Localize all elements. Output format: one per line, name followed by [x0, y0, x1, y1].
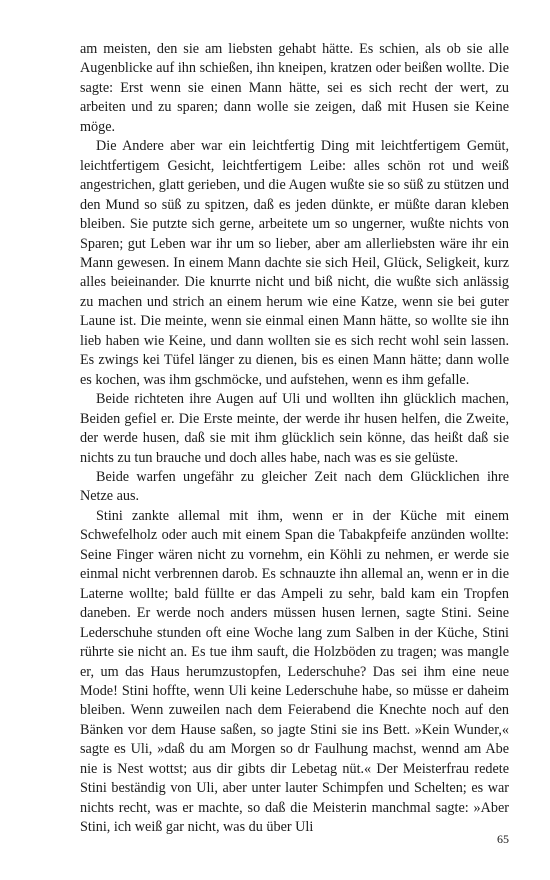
body-text [80, 40, 509, 838]
page-number: 65 [497, 832, 509, 846]
paragraph-1: am meisten, den sie am liebsten gehabt hätte. Es schien, als ob sie alle Augenblicke auf ihn schießen, ihn kneipen, kratzen oder beißen wollte. Die sagte: Erst wenn sie einen Mann hätte, sei es sich recht der wert, zu arbeiten und zu sparen; dann wolle sie zeigen, daß mit Husen sie Keine möge. [80, 41, 509, 135]
paragraph-2: Die Andere aber war ein leichtfertig Ding mit leichtfertigem Gemüt, leichtfertigem Gesicht, leichtfertigem Leibe: alles schön rot und weiß angestrichen, glatt gerieben, und die Augen wußte sie so süß zu stützen und den Mund so süß zu spitzen, daß es jeden dünkte, er müßte daran kleben bleiben. Sie putzte sich gerne, arbeitete um so ungerner, wußte nichts von Sparen; gut Leben war ihr um so lieber, aber am allerliebsten wäre ihr ein Mann gewesen. In einem Mann dachte sie sich Heil, Glück, Seligkeit, kurz alles beieinander. Die knurrte nicht und biß nicht, die wußte sich anlässig zu machen und strich an einem herum wie eine Katze, wenn sie bei guter Laune ist. Die meinte, wenn sie einmal einen Mann hätte, so wollte sie ihn lieb haben wie Keine, und dann wollten sie es sich recht wohl sein lassen. Es zwings kei Tüfel länger zu dienen, bis es einen Mann hätte; dann wolle es kochen, was ihm gschmöcke, und aufstehen, wenn es ihm gefalle. [80, 138, 509, 388]
paragraph-3: Beide richteten ihre Augen auf Uli und wollten ihn glücklich machen, Beiden gefiel er. Die Erste meinte, der werde ihr husen helfen, die Zweite, der werde husen, daß sie mit ihm glücklich sein könne, das heißt daß sie nichts zu tun brauche und doch alles habe, nach was es sie gelüste. [80, 391, 509, 466]
paragraph-5: Stini zankte allemal mit ihm, wenn er in der Küche mit einem Schwefelholz oder auch mit einem Span die Tabakpfeife anzünden wollte: Seine Finger wären nicht zu vornehm, ein Köhli zu nehmen, er werde sie einmal nicht verbrennen darob. Es schnauzte ihn allemal an, wenn er in die Laterne wollte; bald füllte er das Ampeli zu sehr, bald kam ein Tropfen daneben. Er werde noch anders müssen husen lernen, sagte Stini. Seine Lederschuhe stunden oft eine Woche lang zum Salben in der Küche, Stini rührte sie nicht an. Es tue ihm sauft, die Holzböden zu tragen; was mangle er, um das Haus herumzustopfen, Lederschuhe? Das sei ihm eine neue Mode! Stini hoffte, wenn Uli keine Lederschuhe habe, so müsse er daheim bleiben. Wenn zuweilen nach dem Feierabend die Knechte noch auf den Bänken vor dem Hause saßen, so jagte Stini sie ins Bett. »Kein Wunder,« sagte es Uli, »daß du am Morgen so dr Faulhung machst, wennd am Abe nie is Nest wottst; aus dir gibts dir Lebetag nüt.« Der Meisterfrau redete Stini beständig von Uli, aber unter lauter Schimpfen und Schelten; es war nichts recht, was er machte, so daß die Meisterin manchmal sagte: »Aber Stini, ich weiß gar nicht, was du über Uli [80, 507, 509, 836]
paragraph-4: Beide warfen ungefähr zu gleicher Zeit nach dem Glücklichen ihre Netze aus. [80, 468, 509, 505]
